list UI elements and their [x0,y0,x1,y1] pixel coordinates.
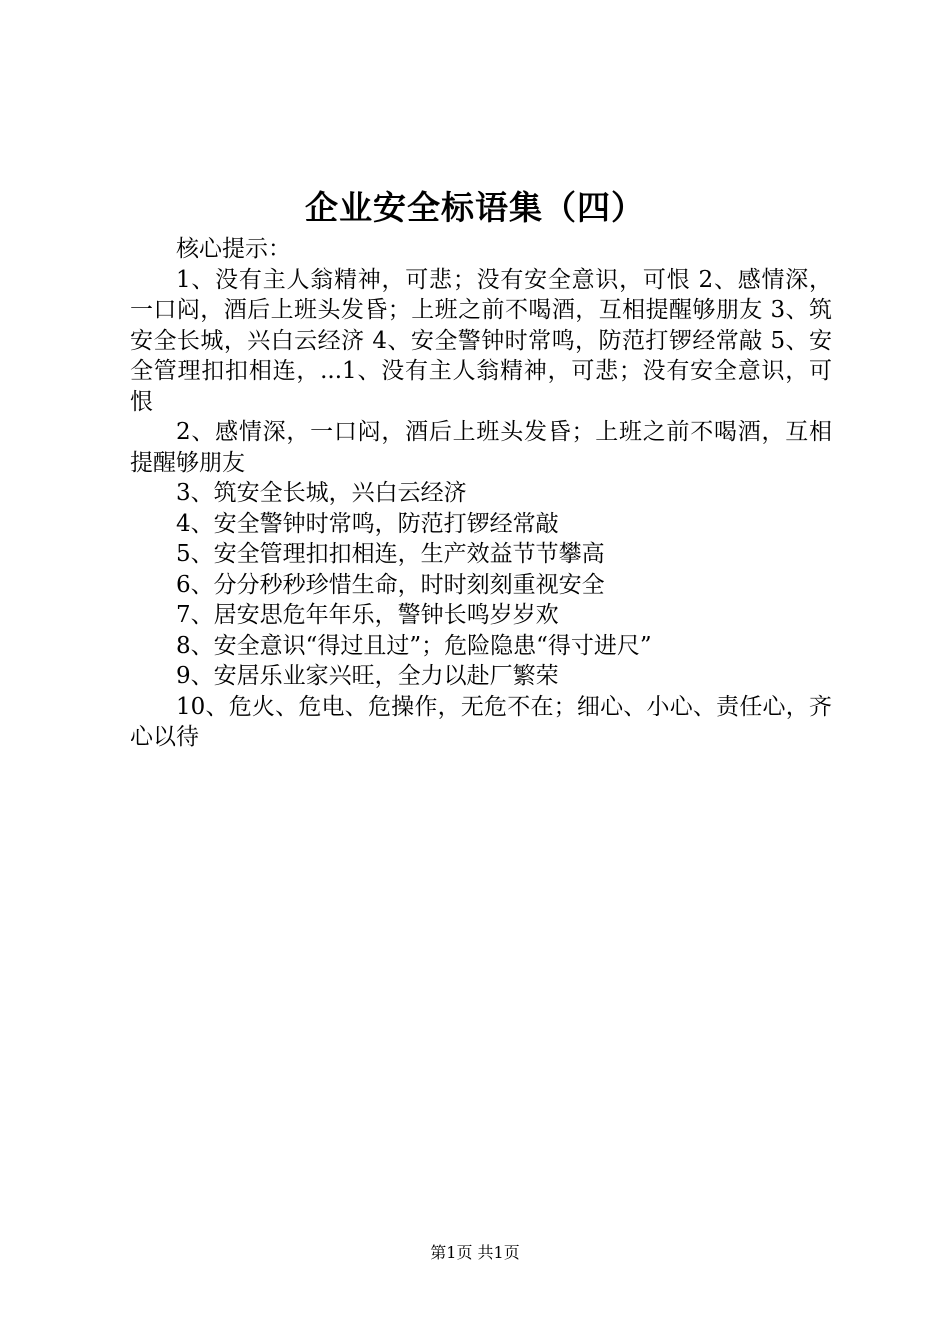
slogan-item: 3、筑安全长城，兴白云经济 [176,480,467,506]
slogan-item: 10、危火、危电、危操作，无危不在；细心、小心、责任心，齐心以待 [130,693,832,750]
slogan-item: 9、安居乐业家兴旺，全力以赴厂繁荣 [176,663,559,689]
slogan-item: 5、安全管理扣扣相连，生产效益节节攀高 [176,541,605,567]
slogan-item: 7、居安思危年年乐，警钟长鸣岁岁欢 [176,602,559,628]
slogan-item: 4、安全警钟时常鸣，防范打锣经常敲 [176,510,559,537]
slogan-item: 2、感情深，一口闷，酒后上班头发昏；上班之前不喝酒，互相提醒够朋友 [130,419,832,476]
slogan-item: 8、安全意识“得过且过”；危险隐患“得寸进尺” [176,632,652,659]
paragraph-intro: 核心提示： [176,236,291,262]
paragraph-summary: 1、没有主人翁精神，可悲；没有安全意识，可恨 2、感情深，一口闷，酒后上班头发昏；上班之前不喝酒，互相提醒够朋友 3、筑安全长城，兴白云经济 4、安全警钟时常鸣，防范打锣经常敲 5、安全管理扣扣相连，...1、没有主人翁精神，可悲；没有安全意识，可恨 [130,266,832,415]
document-body [130,234,832,753]
page-number-footer: 第1页 共1页 [430,1243,520,1262]
document-title: 企业安全标语集（四） [305,188,645,227]
slogan-item: 6、分分秒秒珍惜生命，时时刻刻重视安全 [176,571,605,598]
